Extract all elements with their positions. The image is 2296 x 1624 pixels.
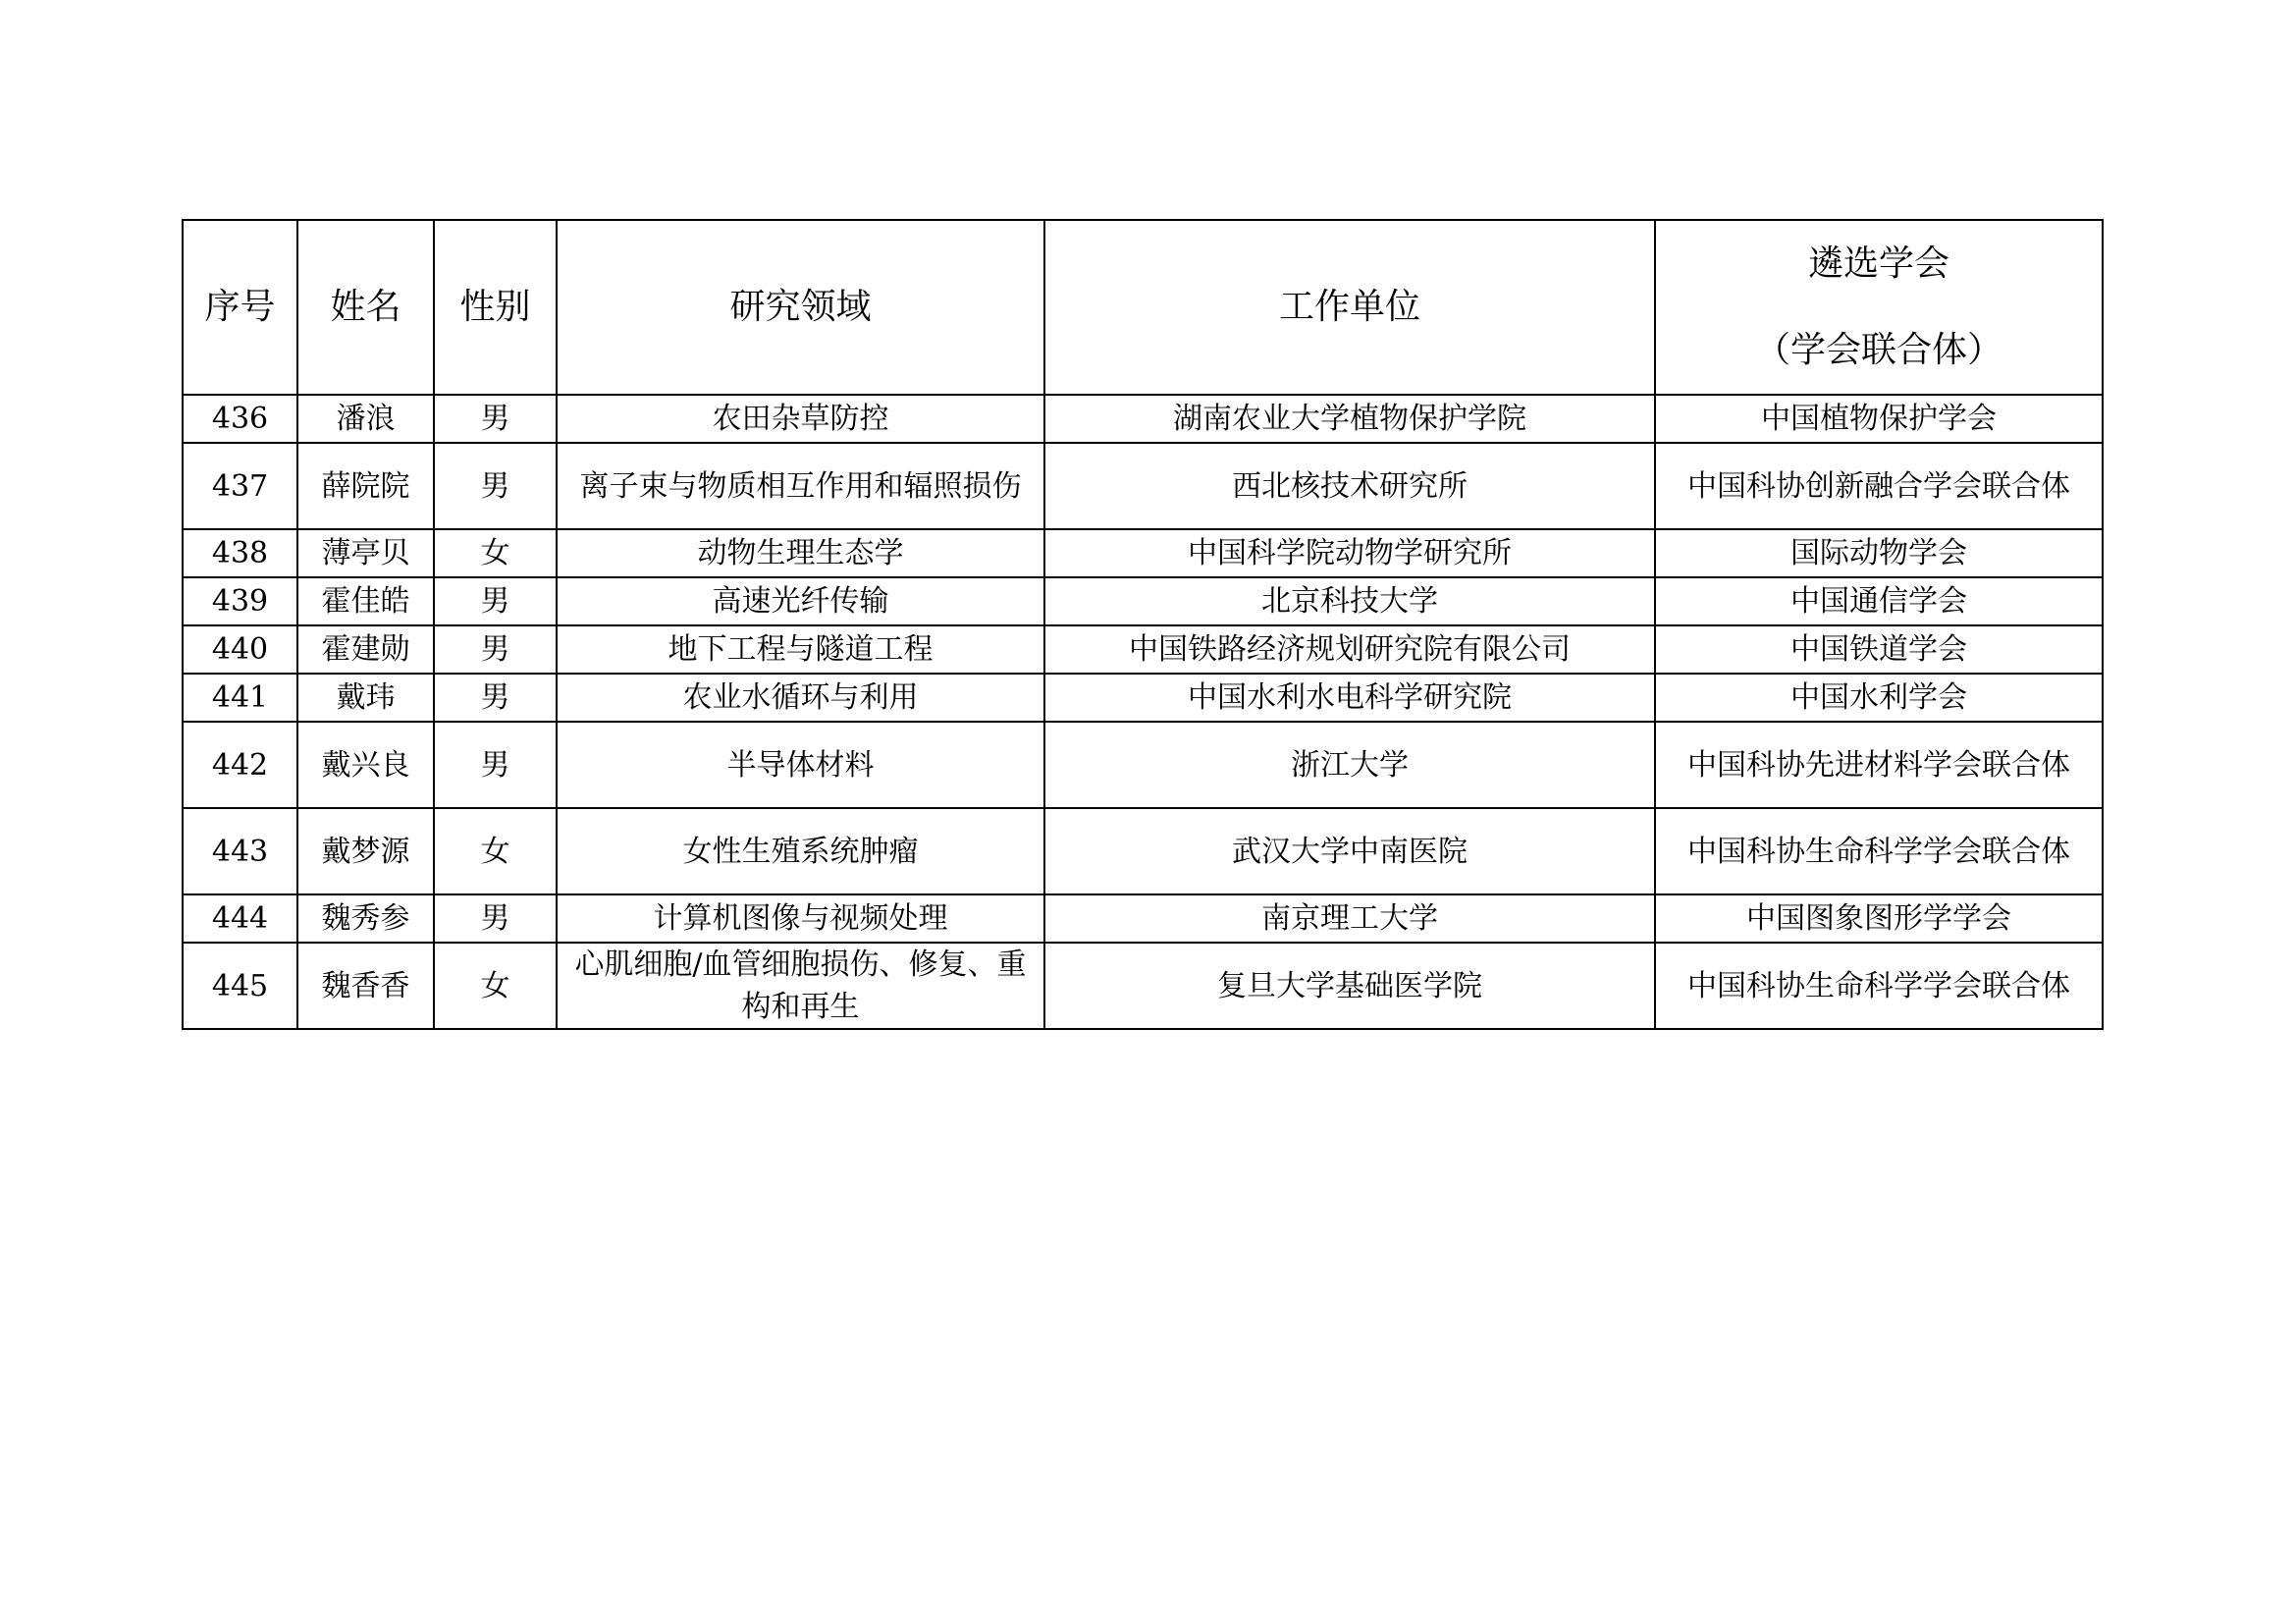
cell-gender: 男 [434,625,557,674]
header-index: 序号 [183,220,297,395]
cell-field: 高速光纤传输 [557,577,1044,625]
cell-employer: 中国水利水电科学研究院 [1044,674,1655,722]
header-gender: 性别 [434,220,557,395]
table-row [183,674,2103,722]
header-row [183,220,2103,395]
header-employer: 工作单位 [1044,220,1655,395]
cell-name: 戴兴良 [297,722,434,808]
cell-field: 心肌细胞/血管细胞损伤、修复、重构和再生 [557,943,1044,1029]
cell-gender: 男 [434,443,557,529]
table-row [183,577,2103,625]
cell-name: 魏秀参 [297,894,434,943]
cell-field: 计算机图像与视频处理 [557,894,1044,943]
cell-employer: 北京科技大学 [1044,577,1655,625]
cell-name: 霍佳皓 [297,577,434,625]
cell-gender: 男 [434,894,557,943]
cell-field: 女性生殖系统肿瘤 [557,808,1044,894]
cell-index: 438 [183,529,297,577]
table-row [183,529,2103,577]
cell-gender: 男 [434,577,557,625]
cell-field: 农田杂草防控 [557,395,1044,443]
table-row [183,943,2103,1029]
cell-name: 戴玮 [297,674,434,722]
cell-society: 中国科协创新融合学会联合体 [1655,443,2103,529]
roster-table [182,219,2104,1030]
cell-field: 动物生理生态学 [557,529,1044,577]
cell-index: 441 [183,674,297,722]
cell-name: 薛院院 [297,443,434,529]
cell-name: 霍建勋 [297,625,434,674]
cell-name: 戴梦源 [297,808,434,894]
cell-society: 中国科协生命科学学会联合体 [1655,808,2103,894]
header-field: 研究领域 [557,220,1044,395]
header-name: 姓名 [297,220,434,395]
cell-society: 中国图象图形学学会 [1655,894,2103,943]
cell-name: 潘浪 [297,395,434,443]
table-row [183,625,2103,674]
table-row [183,395,2103,443]
cell-field: 离子束与物质相互作用和辐照损伤 [557,443,1044,529]
cell-gender: 男 [434,395,557,443]
cell-employer: 中国铁路经济规划研究院有限公司 [1044,625,1655,674]
cell-society: 中国植物保护学会 [1655,395,2103,443]
cell-index: 445 [183,943,297,1029]
cell-society: 国际动物学会 [1655,529,2103,577]
cell-employer: 湖南农业大学植物保护学院 [1044,395,1655,443]
cell-index: 443 [183,808,297,894]
cell-employer: 南京理工大学 [1044,894,1655,943]
cell-gender: 男 [434,722,557,808]
cell-gender: 男 [434,674,557,722]
table-row [183,894,2103,943]
cell-society: 中国通信学会 [1655,577,2103,625]
cell-employer: 中国科学院动物学研究所 [1044,529,1655,577]
cell-society: 中国科协生命科学学会联合体 [1655,943,2103,1029]
cell-employer: 武汉大学中南医院 [1044,808,1655,894]
cell-index: 437 [183,443,297,529]
table-row [183,808,2103,894]
cell-society: 中国科协先进材料学会联合体 [1655,722,2103,808]
cell-name: 薄亭贝 [297,529,434,577]
header-society [1655,220,2103,395]
table-row [183,722,2103,808]
header-society-line1: 遴选学会 [1807,244,1949,284]
cell-field: 地下工程与隧道工程 [557,625,1044,674]
table-row [183,443,2103,529]
cell-name: 魏香香 [297,943,434,1029]
cell-index: 440 [183,625,297,674]
cell-employer: 浙江大学 [1044,722,1655,808]
header-society-line2: （学会联合体） [1754,330,2002,370]
cell-index: 444 [183,894,297,943]
cell-gender: 女 [434,529,557,577]
cell-employer: 复旦大学基础医学院 [1044,943,1655,1029]
cell-index: 436 [183,395,297,443]
cell-gender: 女 [434,808,557,894]
cell-index: 442 [183,722,297,808]
cell-employer: 西北核技术研究所 [1044,443,1655,529]
cell-index: 439 [183,577,297,625]
cell-gender: 女 [434,943,557,1029]
cell-field: 半导体材料 [557,722,1044,808]
cell-society: 中国铁道学会 [1655,625,2103,674]
cell-society: 中国水利学会 [1655,674,2103,722]
cell-field: 农业水循环与利用 [557,674,1044,722]
